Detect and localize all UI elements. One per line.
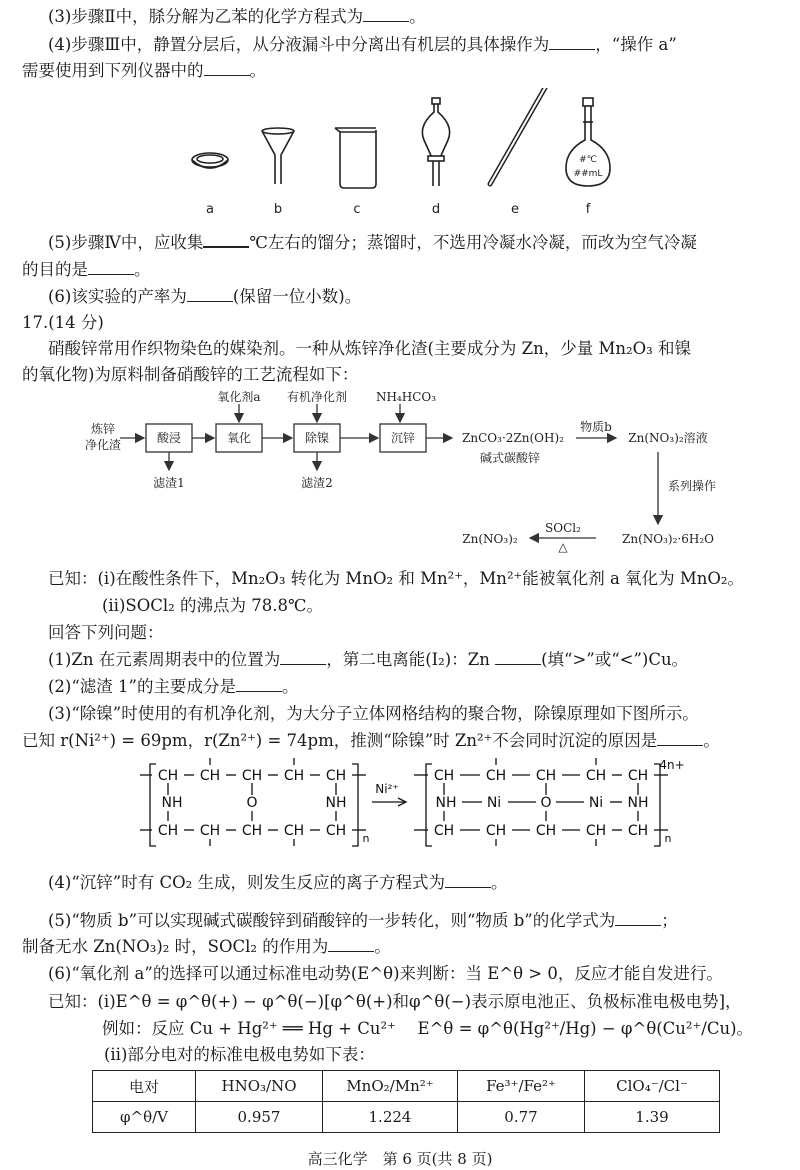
answer-blank[interactable] xyxy=(187,287,233,302)
polymer-ni: Ni xyxy=(486,795,502,811)
q16-part4: (4)步骤Ⅲ中，静置分层后，从分液漏斗中分离出有机层的具体操作为 ，“操作 a” xyxy=(48,35,677,54)
polymer-ch: CH xyxy=(485,768,507,784)
q17-sub2: (2)“滤渣 1”的主要成分是 。 xyxy=(48,677,299,696)
polymer-ch: CH xyxy=(585,768,607,784)
polymer-subscript-n: n xyxy=(664,832,672,845)
flow-box1-label: 酸浸 xyxy=(156,431,182,445)
polymer-nh: NH xyxy=(627,795,649,811)
flow-reagent-purifier: 有机净化剂 xyxy=(286,390,348,404)
q17-sub6-table-intro: (ⅱ)部分电对的标准电极电势如下表： xyxy=(104,1045,375,1064)
polymer-ch: CH xyxy=(485,823,507,839)
flow-box2-label: 氧化 xyxy=(226,431,252,445)
nickel-removal-diagram xyxy=(0,754,800,864)
polymer-ch: CH xyxy=(325,768,347,784)
polymer-ch: CH xyxy=(199,823,221,839)
flow-product-name: 碱式碳酸锌 xyxy=(479,451,541,465)
electrode-potential-table xyxy=(92,1070,720,1133)
answer-blank[interactable] xyxy=(88,260,134,275)
polymer-o: O xyxy=(246,795,258,811)
table-header-cell: MnO₂/Mn²⁺ xyxy=(323,1071,458,1102)
flow-residue1: 滤渣1 xyxy=(153,476,185,490)
polymer-ch: CH xyxy=(433,768,455,784)
instr-label-a: a xyxy=(206,202,214,217)
q16-part3: (3)步骤Ⅱ中，脎分解为乙苯的化学方程式为 。 xyxy=(48,7,426,26)
polymer-ch: CH xyxy=(325,823,347,839)
process-flow-diagram xyxy=(0,386,800,554)
q17-intro: 硝酸锌常用作织物染色的媒染剂。一种从炼锌净化渣(主要成分为 Zn，少量 Mn₂O₃ 和镍 xyxy=(48,339,692,358)
flow-start-line1: 炼锌 xyxy=(90,422,116,436)
answer-blank[interactable] xyxy=(363,7,409,22)
polymer-ch: CH xyxy=(241,768,263,784)
answer-blank[interactable] xyxy=(445,873,491,888)
polymer-o: O xyxy=(540,795,552,811)
q17-sub5: (5)“物质 b”可以实现碱式碳酸锌到硝酸锌的一步转化，则“物质 b”的化学式为 ； xyxy=(48,911,678,930)
flow-zn-nitrate-solution: Zn(NO₃)₂溶液 xyxy=(628,431,708,445)
q17-sub6-example: 例如：反应 Cu + Hg²⁺ ══ Hg + Cu²⁺ E^θ = φ^θ(Hg²⁺/Hg) − φ^θ(Cu²⁺/Cu)。 xyxy=(102,1019,754,1038)
flow-start-line2: 净化渣 xyxy=(84,438,122,452)
instr-label-e: e xyxy=(511,202,519,217)
flow-final-product: Zn(NO₃)₂ xyxy=(462,532,518,546)
instr-label-d: d xyxy=(431,202,441,217)
answer-blank[interactable] xyxy=(236,677,282,692)
q17-heading: 17.(14 分) xyxy=(22,313,104,332)
table-cell: 0.77 xyxy=(458,1102,585,1133)
flow-hexahydrate: Zn(NO₃)₂·6H₂O xyxy=(622,532,714,546)
polymer-ch: CH xyxy=(157,823,179,839)
table-header-cell: HNO₃/NO xyxy=(196,1071,323,1102)
polymer-ch: CH xyxy=(157,768,179,784)
table-header-cell: Fe³⁺/Fe²⁺ xyxy=(458,1071,585,1102)
polymer-subscript-n: n xyxy=(362,832,370,845)
flow-heat: △ xyxy=(558,540,568,554)
answer-blank[interactable] xyxy=(204,61,250,76)
glass-rod-icon xyxy=(490,88,546,184)
polymer-ch: CH xyxy=(283,823,305,839)
polymer-ch: CH xyxy=(199,768,221,784)
page-footer: 高三化学 第 6 页(共 8 页) xyxy=(307,1150,493,1168)
flow-series-operation: 系列操作 xyxy=(668,479,717,493)
instr-label-c: c xyxy=(353,202,361,217)
instrument-figure xyxy=(0,88,800,220)
polymer-ch: CH xyxy=(283,768,305,784)
polymer-ni: Ni xyxy=(588,795,604,811)
flask-mark-top: #℃ xyxy=(579,155,597,165)
funnel-icon xyxy=(262,128,294,184)
table-header-cell: 电对 xyxy=(93,1071,196,1102)
separatory-funnel-icon xyxy=(422,98,449,186)
answer-blank[interactable] xyxy=(657,731,703,746)
q16-part4-cont: 需要使用到下列仪器中的 。 xyxy=(22,61,266,80)
instr-label-b: b xyxy=(273,202,283,217)
polymer-ch: CH xyxy=(585,823,607,839)
flow-residue2: 滤渣2 xyxy=(301,476,333,490)
answer-blank[interactable] xyxy=(495,650,541,665)
polymer-ch: CH xyxy=(627,823,649,839)
q17-answer-prompt: 回答下列问题： xyxy=(48,623,164,642)
polymer-ch: CH xyxy=(433,823,455,839)
nickel-ion-label: Ni²⁺ xyxy=(375,782,399,796)
q16-part5-cont: 的目的是 。 xyxy=(22,260,151,279)
flow-substance-b: 物质b xyxy=(580,420,612,434)
flow-box4-label: 沉锌 xyxy=(390,431,416,445)
q16-part5: (5)步骤Ⅳ中，应收集 ℃左右的馏分；蒸馏时，不选用冷凝水冷凝，而改为空气冷凝 xyxy=(48,233,697,252)
q17-known1: 已知：(ⅰ)在酸性条件下，Mn₂O₃ 转化为 MnO₂ 和 Mn²⁺，Mn²⁺能被氧化剂 a 氧化为 MnO₂。 xyxy=(48,569,744,588)
table-cell: 1.224 xyxy=(323,1102,458,1133)
flow-product-basic-zinc: ZnCO₃·2Zn(OH)₂ xyxy=(462,431,564,445)
table-cell: 0.957 xyxy=(196,1102,323,1133)
polymer-nh: NH xyxy=(161,795,183,811)
answer-blank[interactable] xyxy=(280,650,326,665)
table-row xyxy=(93,1102,720,1133)
table-cell: φ^θ/V xyxy=(93,1102,196,1133)
table-cell: 1.39 xyxy=(585,1102,720,1133)
answer-blank[interactable] xyxy=(549,35,595,50)
answer-blank[interactable] xyxy=(203,232,249,248)
polymer-charge: 4n+ xyxy=(659,758,685,772)
answer-blank[interactable] xyxy=(615,911,661,926)
flask-mark-bottom: ##mL xyxy=(573,169,603,179)
q16-part6: (6)该实验的产率为 (保留一位小数)。 xyxy=(48,287,362,306)
table-row xyxy=(93,1071,720,1102)
polymer-nh: NH xyxy=(435,795,457,811)
q17-known2: (ⅱ)SOCl₂ 的沸点为 78.8℃。 xyxy=(102,596,323,615)
answer-blank[interactable] xyxy=(328,937,374,952)
q17-sub3: (3)“除镍”时使用的有机净化剂，为大分子立体网格结构的聚合物，除镍原理如下图所示。 xyxy=(48,704,699,723)
polymer-ch: CH xyxy=(535,823,557,839)
q17-sub1: (1)Zn 在元素周期表中的位置为 ，第二电离能(I₂)：Zn (填“>”或“<”)Cu。 xyxy=(48,650,689,669)
polymer-nh: NH xyxy=(325,795,347,811)
q17-sub4: (4)“沉锌”时有 CO₂ 生成，则发生反应的离子方程式为 。 xyxy=(48,873,508,892)
beaker-icon xyxy=(335,128,376,188)
flow-box3-label: 除镍 xyxy=(304,431,330,445)
q17-intro-cont: 的氧化物)为原料制备硝酸锌的工艺流程如下： xyxy=(22,365,359,384)
flow-reagent-nh4hco3: NH₄HCO₃ xyxy=(375,390,437,404)
table-header-cell: ClO₄⁻/Cl⁻ xyxy=(585,1071,720,1102)
q17-sub6: (6)“氧化剂 a”的选择可以通过标准电动势(E^θ)来判断：当 E^θ > 0，反应才能自发进行。 xyxy=(48,964,723,983)
q17-sub5-cont: 制备无水 Zn(NO₃)₂ 时，SOCl₂ 的作用为 。 xyxy=(22,937,391,956)
flow-socl2: SOCl₂ xyxy=(545,521,581,535)
q17-sub3-cont: 已知 r(Ni²⁺) = 69pm，r(Zn²⁺) = 74pm，推测“除镍”时 Zn²⁺不会同时沉淀的原因是 。 xyxy=(22,731,720,750)
q17-sub6-known: 已知：(ⅰ)E^θ = φ^θ(+) − φ^θ(−)[φ^θ(+)和φ^θ(−)表示原电池正、负极标准电极电势]， xyxy=(48,992,742,1011)
instr-label-f: f xyxy=(585,202,591,217)
flow-reagent-oxidant: 氧化剂a xyxy=(217,390,261,404)
polymer-ch: CH xyxy=(627,768,649,784)
polymer-ch: CH xyxy=(241,823,263,839)
polymer-ch: CH xyxy=(535,768,557,784)
evaporating-dish-icon xyxy=(192,153,228,168)
